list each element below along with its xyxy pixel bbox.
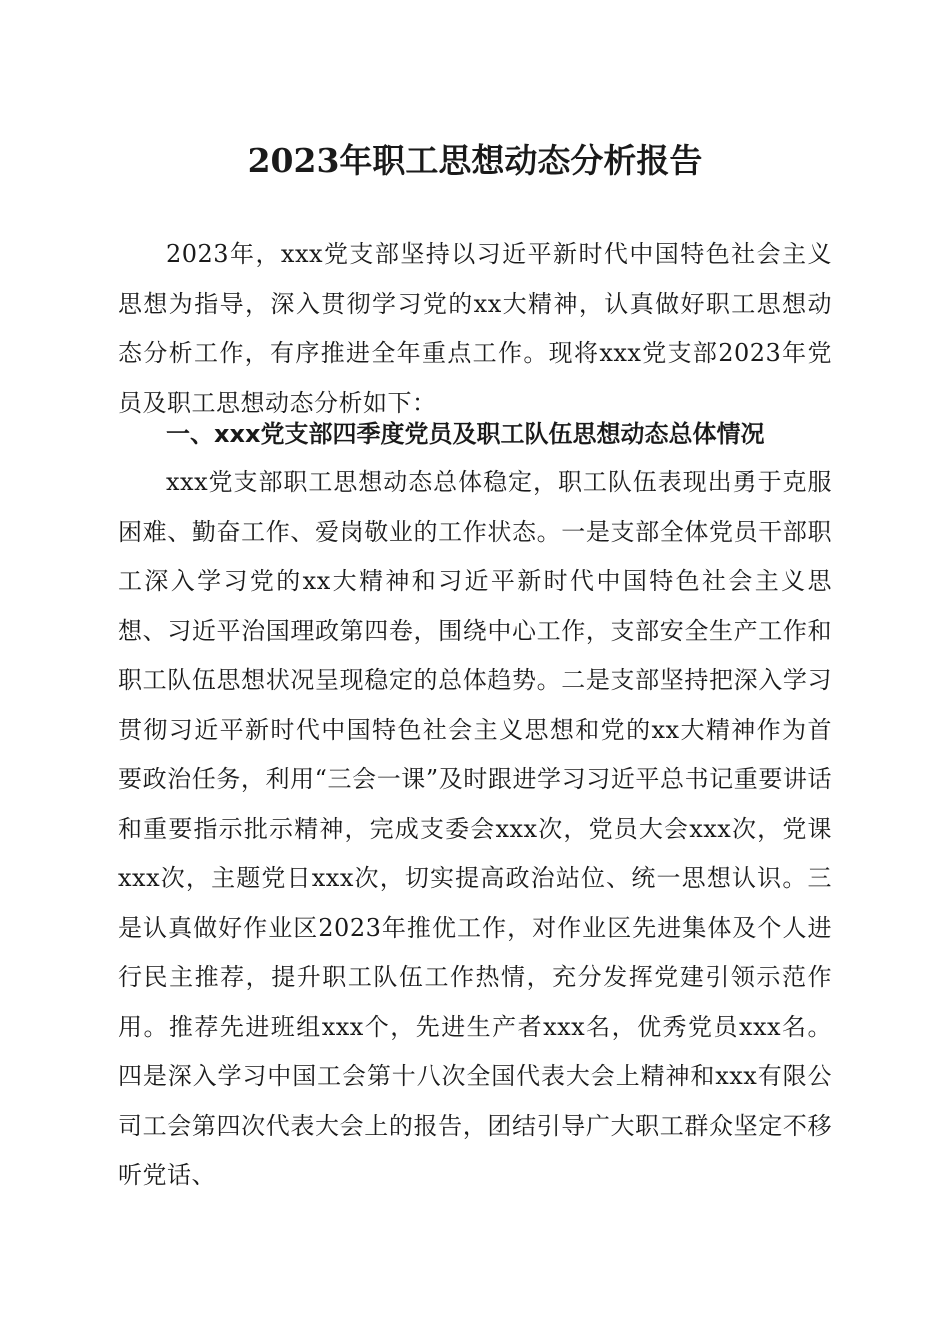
section-heading: 一、xxx党支部四季度党员及职工队伍思想动态总体情况 — [166, 420, 765, 448]
body-paragraph: xxx党支部职工思想动态总体稳定，职工队伍表现出勇于克服困难、勤奋工作、爱岗敬业的工作状态。一是支部全体党员干部职工深入学习党的xx大精神和习近平新时代中国特色社会主义思想、习近平治国理政第四卷，围绕中心工作，支部安全生产工作和职工队伍思想状况呈现稳定的总体趋势。二是支部坚持把深入学习贯彻习近平新时代中国特色社会主义思想和党的xx大精神作为首要政治任务，利用“三会一课”及时跟进学习习近平总书记重要讲话和重要指示批示精神，完成支委会xxx次，党员大会xxx次，党课xxx次，主题党日xxx次，切实提高政治站位、统一思想认识。三是认真做好作业区2023年推优工作，对作业区先进集体及个人进行民主推荐，提升职工队伍工作热情，充分发挥党建引领示范作用。推荐先进班组xxx个，先进生产者xxx名，优秀党员xxx名。四是深入学习中国工会第十八次全国代表大会上精神和xxx有限公司工会第四次代表大会上的报告，团结引导广大职工群众坚定不移听党话、 — [118, 468, 832, 1189]
document-title: 2023年职工思想动态分析报告 — [247, 141, 703, 180]
intro-paragraph: 2023年，xxx党支部坚持以习近平新时代中国特色社会主义思想为指导，深入贯彻学习党的xx大精神，认真做好职工思想动态分析工作，有序推进全年重点工作。现将xxx党支部2023年党员及职工思想动态分析如下： — [118, 240, 832, 417]
